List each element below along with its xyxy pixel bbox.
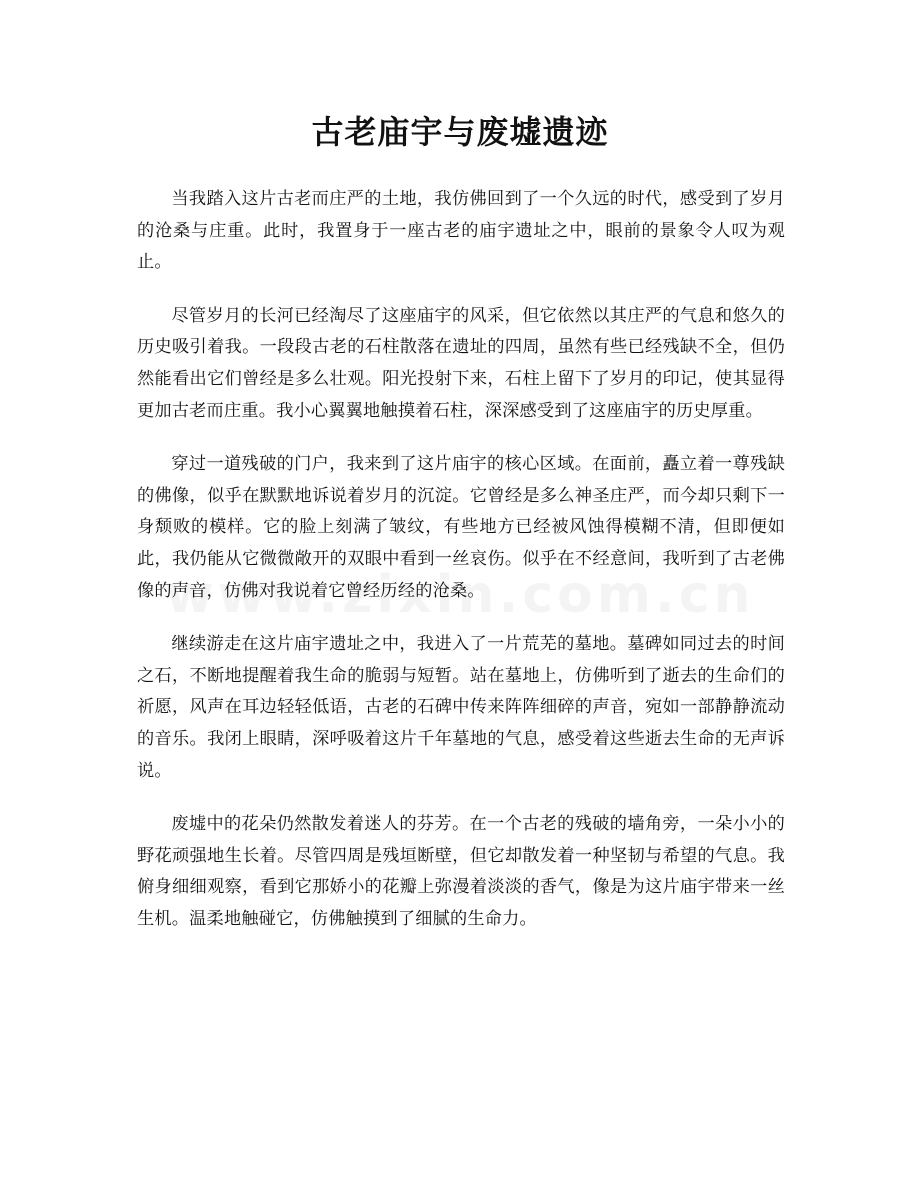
document-title: 古老庙宇与废墟遗迹	[311, 113, 609, 151]
document-body	[137, 184, 785, 957]
paragraph-2: 尽管岁月的长河已经淘尽了这座庙宇的风采，但它依然以其庄严的气息和悠久的历史吸引着我。一段段古老的石柱散落在遗址的四周，虽然有些已经残缺不全，但仍然能看出它们曾经是多么壮观。阳光投射下来，石柱上留下了岁月的印记，使其显得更加古老而庄重。我小心翼翼地触摸着石柱，深深感受到了这座庙宇的历史厚重。	[137, 305, 785, 421]
paragraph-5: 废墟中的花朵仍然散发着迷人的芬芳。在一个古老的残破的墙角旁，一朵小小的野花顽强地生长着。尽管四周是残垣断壁，但它却散发着一种坚韧与希望的气息。我俯身细细观察，看到它那娇小的花瓣上弥漫着淡淡的香气，像是为这片庙宇带来一丝生机。温柔地触碰它，仿佛触摸到了细腻的生命力。	[137, 814, 785, 929]
paragraph-4: 继续游走在这片庙宇遗址之中，我进入了一片荒芜的墓地。墓碑如同过去的时间之石，不断地提醒着我生命的脆弱与短暂。站在墓地上，仿佛听到了逝去的生命们的祈愿，风声在耳边轻轻低语，古老的石碑中传来阵阵细碎的声音，宛如一部静静流动的音乐。我闭上眼睛，深呼吸着这片千年墓地的气息，感受着这些逝去生命的无声诉说。	[137, 634, 785, 781]
paragraph-3: 穿过一道残破的门户，我来到了这片庙宇的核心区域。在面前，矗立着一尊残缺的佛像，似乎在默默地诉说着岁月的沉淀。它曾经是多么神圣庄严，而今却只剩下一身颓败的模样。它的脸上刻满了皱纹，有些地方已经被风蚀得模糊不清，但即便如此，我仍能从它微微敞开的双眼中看到一丝哀伤。似乎在不经意间，我听到了古老佛像的声音，仿佛对我说着它曾经历经的沧桑。	[137, 454, 785, 601]
paragraph-1: 当我踏入这片古老而庄严的土地，我仿佛回到了一个久远的时代，感受到了岁月的沧桑与庄重。此时，我置身于一座古老的庙宇遗址之中，眼前的景象令人叹为观止。	[137, 189, 785, 273]
